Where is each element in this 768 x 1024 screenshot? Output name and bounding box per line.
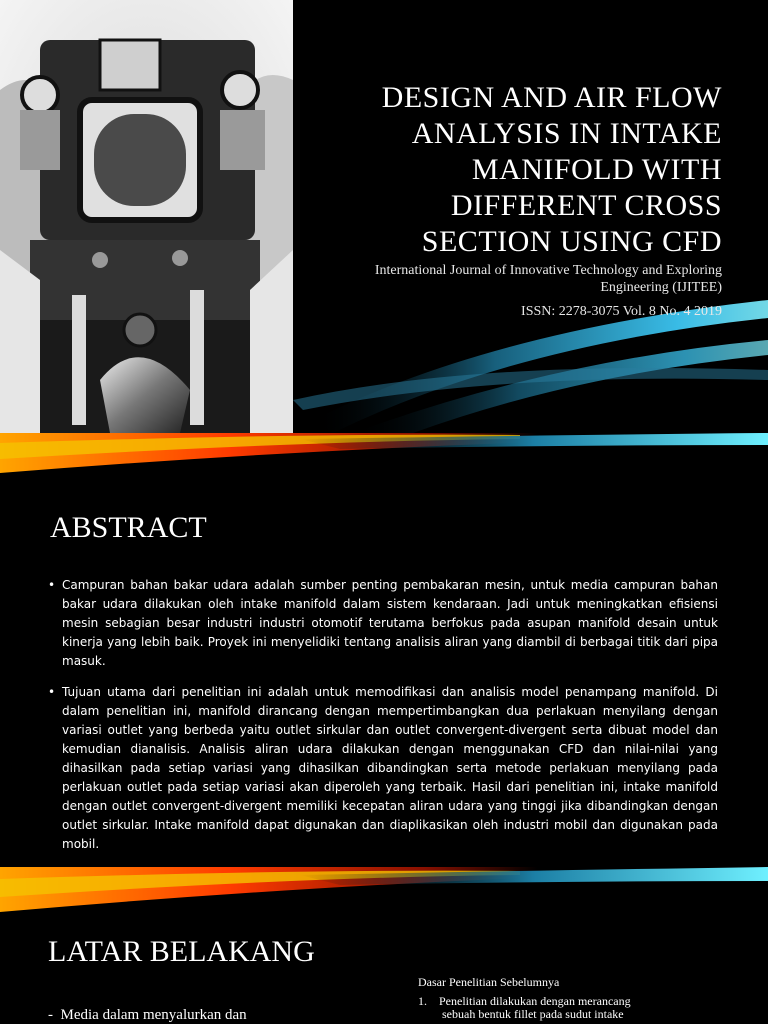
bullet-dot-icon: •	[48, 685, 56, 699]
abstract-bullet-2	[48, 683, 718, 854]
bullet-dot-icon: •	[48, 578, 56, 592]
background-heading: LATAR BELAKANG	[48, 935, 315, 968]
item-line-1: Penelitian dilakukan dengan merancang	[439, 994, 631, 1008]
title-slide	[0, 0, 768, 433]
abstract-text-1: Campuran bahan bakar udara adalah sumber penting pembakaran mesin, untuk media campuran bahan bakar udara dilakukan oleh intake manifold dalam sistem kendaraan. Jadi untuk meningkatkan efisiensi mesin sebagian besar industri industri otomotif terutama berfokus pada asupan manifold desain untuk kinerja yang lebih baik. Proyek ini menyelidiki tentang analisis aliran yang diambil di berbagai titik dari pipa masuk.	[62, 578, 718, 668]
abstract-slide	[0, 433, 768, 867]
engine-photo	[0, 0, 293, 433]
dash-icon: -	[48, 1007, 53, 1023]
previous-research-heading: Dasar Penelitian Sebelumnya	[418, 975, 560, 989]
background-slide	[0, 867, 768, 1024]
background-bullet-text: Media dalam menyalurkan dan	[60, 1007, 247, 1023]
abstract-bullet-1	[48, 576, 718, 671]
issn-line: ISSN: 2278-3075 Vol. 8 No. 4 2019	[521, 304, 722, 319]
abstract-bullets	[48, 576, 718, 866]
item-line-2: sebuah bentuk fillet pada sudut intake	[442, 1007, 624, 1021]
journal-name: International Journal of Innovative Technology and Exploring Engineering (IJITEE)	[374, 263, 722, 295]
item-number: 1.	[418, 994, 427, 1008]
background-bullet	[48, 1007, 247, 1024]
presentation-title: DESIGN AND AIR FLOW ANALYSIS IN INTAKE MANIFOLD WITH DIFFERENT CROSS SECTION USING CFD	[381, 81, 722, 258]
decorative-swoosh-top	[0, 867, 768, 927]
decorative-swoosh-top	[0, 433, 768, 493]
abstract-text-2: Tujuan utama dari penelitian ini adalah untuk memodifikasi dan analisis model penampang manifold. Di dalam penelitian ini, manifold dirancang dengan mempertimbangkan dua perlakuan menyilang dengan variasi outlet yang berbeda yaitu outlet sirkular dan outlet convergent-divergent serta dibuat model dan kemudian dianalisis. Analisis aliran udara dilakukan dengan menggunakan CFD dan nilai-nilai yang dihasilkan pada setiap variasi yang dihasilkan dibandingkan serta metode perlakuan menyilang pada perlakuan outlet pada setiap variasi akan diperoleh yang terbaik. Hasil dari penelitian ini, intake manifold dengan outlet convergent-divergent memiliki kecepatan aliran udara yang tinggi jika dibandingkan dengan outlet sirkular. Intake manifold dapat digunakan dan diaplikasikan oleh industri mobil dan digunakan pada mobil.	[62, 685, 718, 851]
abstract-heading: ABSTRACT	[50, 511, 207, 544]
previous-research-item	[418, 995, 631, 1021]
